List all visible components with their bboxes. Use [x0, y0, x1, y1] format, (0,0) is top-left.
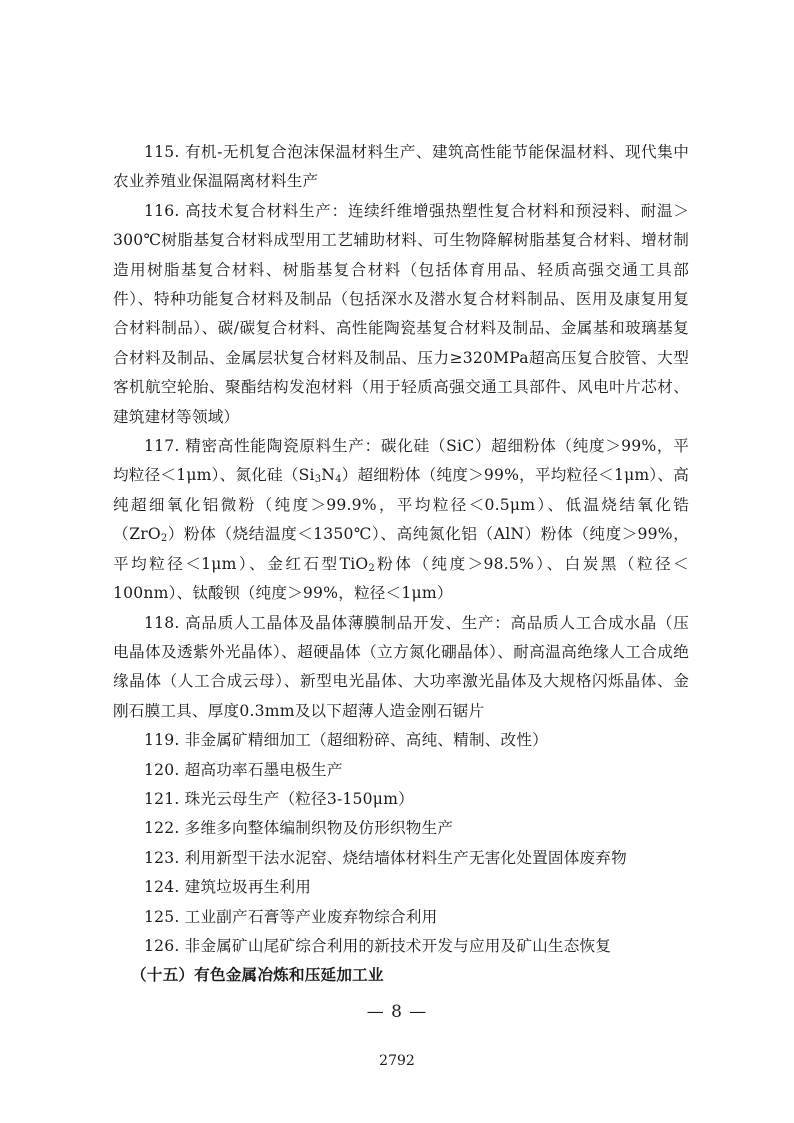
item-119: 119. 非金属矿精细加工（超细粉碎、高纯、精制、改性） — [144, 731, 548, 750]
item-123: 123. 利用新型干法水泥窑、烧结墙体材料生产无害化处置固体废弃物 — [144, 848, 627, 867]
item-125: 125. 工业副产石膏等产业废弃物综合利用 — [144, 907, 438, 926]
item-124: 124. 建筑垃圾再生利用 — [144, 878, 312, 897]
stamp-number: 2792 — [379, 1053, 415, 1069]
item-118: 118. 高品质人工晶体及晶体薄膜制品开发、生产：高品质人工合成水晶（压电晶体及透紫外光晶体）、超硬晶体（立方氮化硼晶体）、耐高温高绝缘人工合成绝缘晶体（人工合成云母）、新型电光晶体、大功率激光晶体及大规格闪烁晶体、金刚石膜工具、厚度0.3mm及以下超薄人造金刚石锯片 — [113, 613, 689, 720]
item-120: 120. 超高功率石墨电极生产 — [144, 760, 343, 779]
page-number: — 8 — — [366, 1002, 428, 1022]
document-body — [113, 138, 689, 991]
item-115: 115. 有机-无机复合泡沫保温材料生产、建筑高性能节能保温材料、现代集中农业养殖业保温隔离材料生产 — [113, 143, 689, 191]
item-121: 121. 珠光云母生产（粒径3-150μm） — [144, 789, 414, 808]
item-126: 126. 非金属矿山尾矿综合利用的新技术开发与应用及矿山生态恢复 — [144, 936, 612, 955]
item-116: 116. 高技术复合材料生产：连续纤维增强热塑性复合材料和预浸料、耐温＞300℃树脂基复合材料成型用工艺辅助材料、可生物降解树脂基复合材料、增材制造用树脂基复合材料、树脂基复合材料（包括体育用品、轻质高强交通工具部件）、特种功能复合材料及制品（包括深水及潜水复合材料制品、医用及康复用复合材料制品）、碳/碳复合材料、高性能陶瓷基复合材料及制品、金属基和玻璃基复合材料及制品、金属层状复合材料及制品、压力≥320MPa超高压复合胶管、大型客机航空轮胎、聚酯结构发泡材料（用于轻质高强交通工具部件、风电叶片芯材、建筑建材等领域） — [113, 201, 689, 426]
item-117: 117. 精密高性能陶瓷原料生产：碳化硅（SiC）超细粉体（纯度＞99%，平均粒径＜1μm）、氮化硅$(Si_3N_4)$超细粉体（纯度＞99%，平均粒径＜1μm）、高纯超细氧化铝微粉（纯度＞99.9%，平均粒径＜0.5μm）、低温烧结氧化锆（ZrO$_2$）粉体（烧结温度＜1350℃）、高纯氮化铝（AlN）粉体（纯度＞99%，平均粒径＜1μm）、金红石型TiO$_2$粉体（纯度＞98.5%）、白炭黑（粒径＜100nm）、钛酸钡（纯度＞99%，粒径＜1μm） — [113, 437, 690, 603]
section-heading: （十五）有色金属冶炼和压延加工业 — [131, 966, 384, 985]
item-122: 122. 多维多向整体编制织物及仿形织物生产 — [144, 819, 454, 838]
